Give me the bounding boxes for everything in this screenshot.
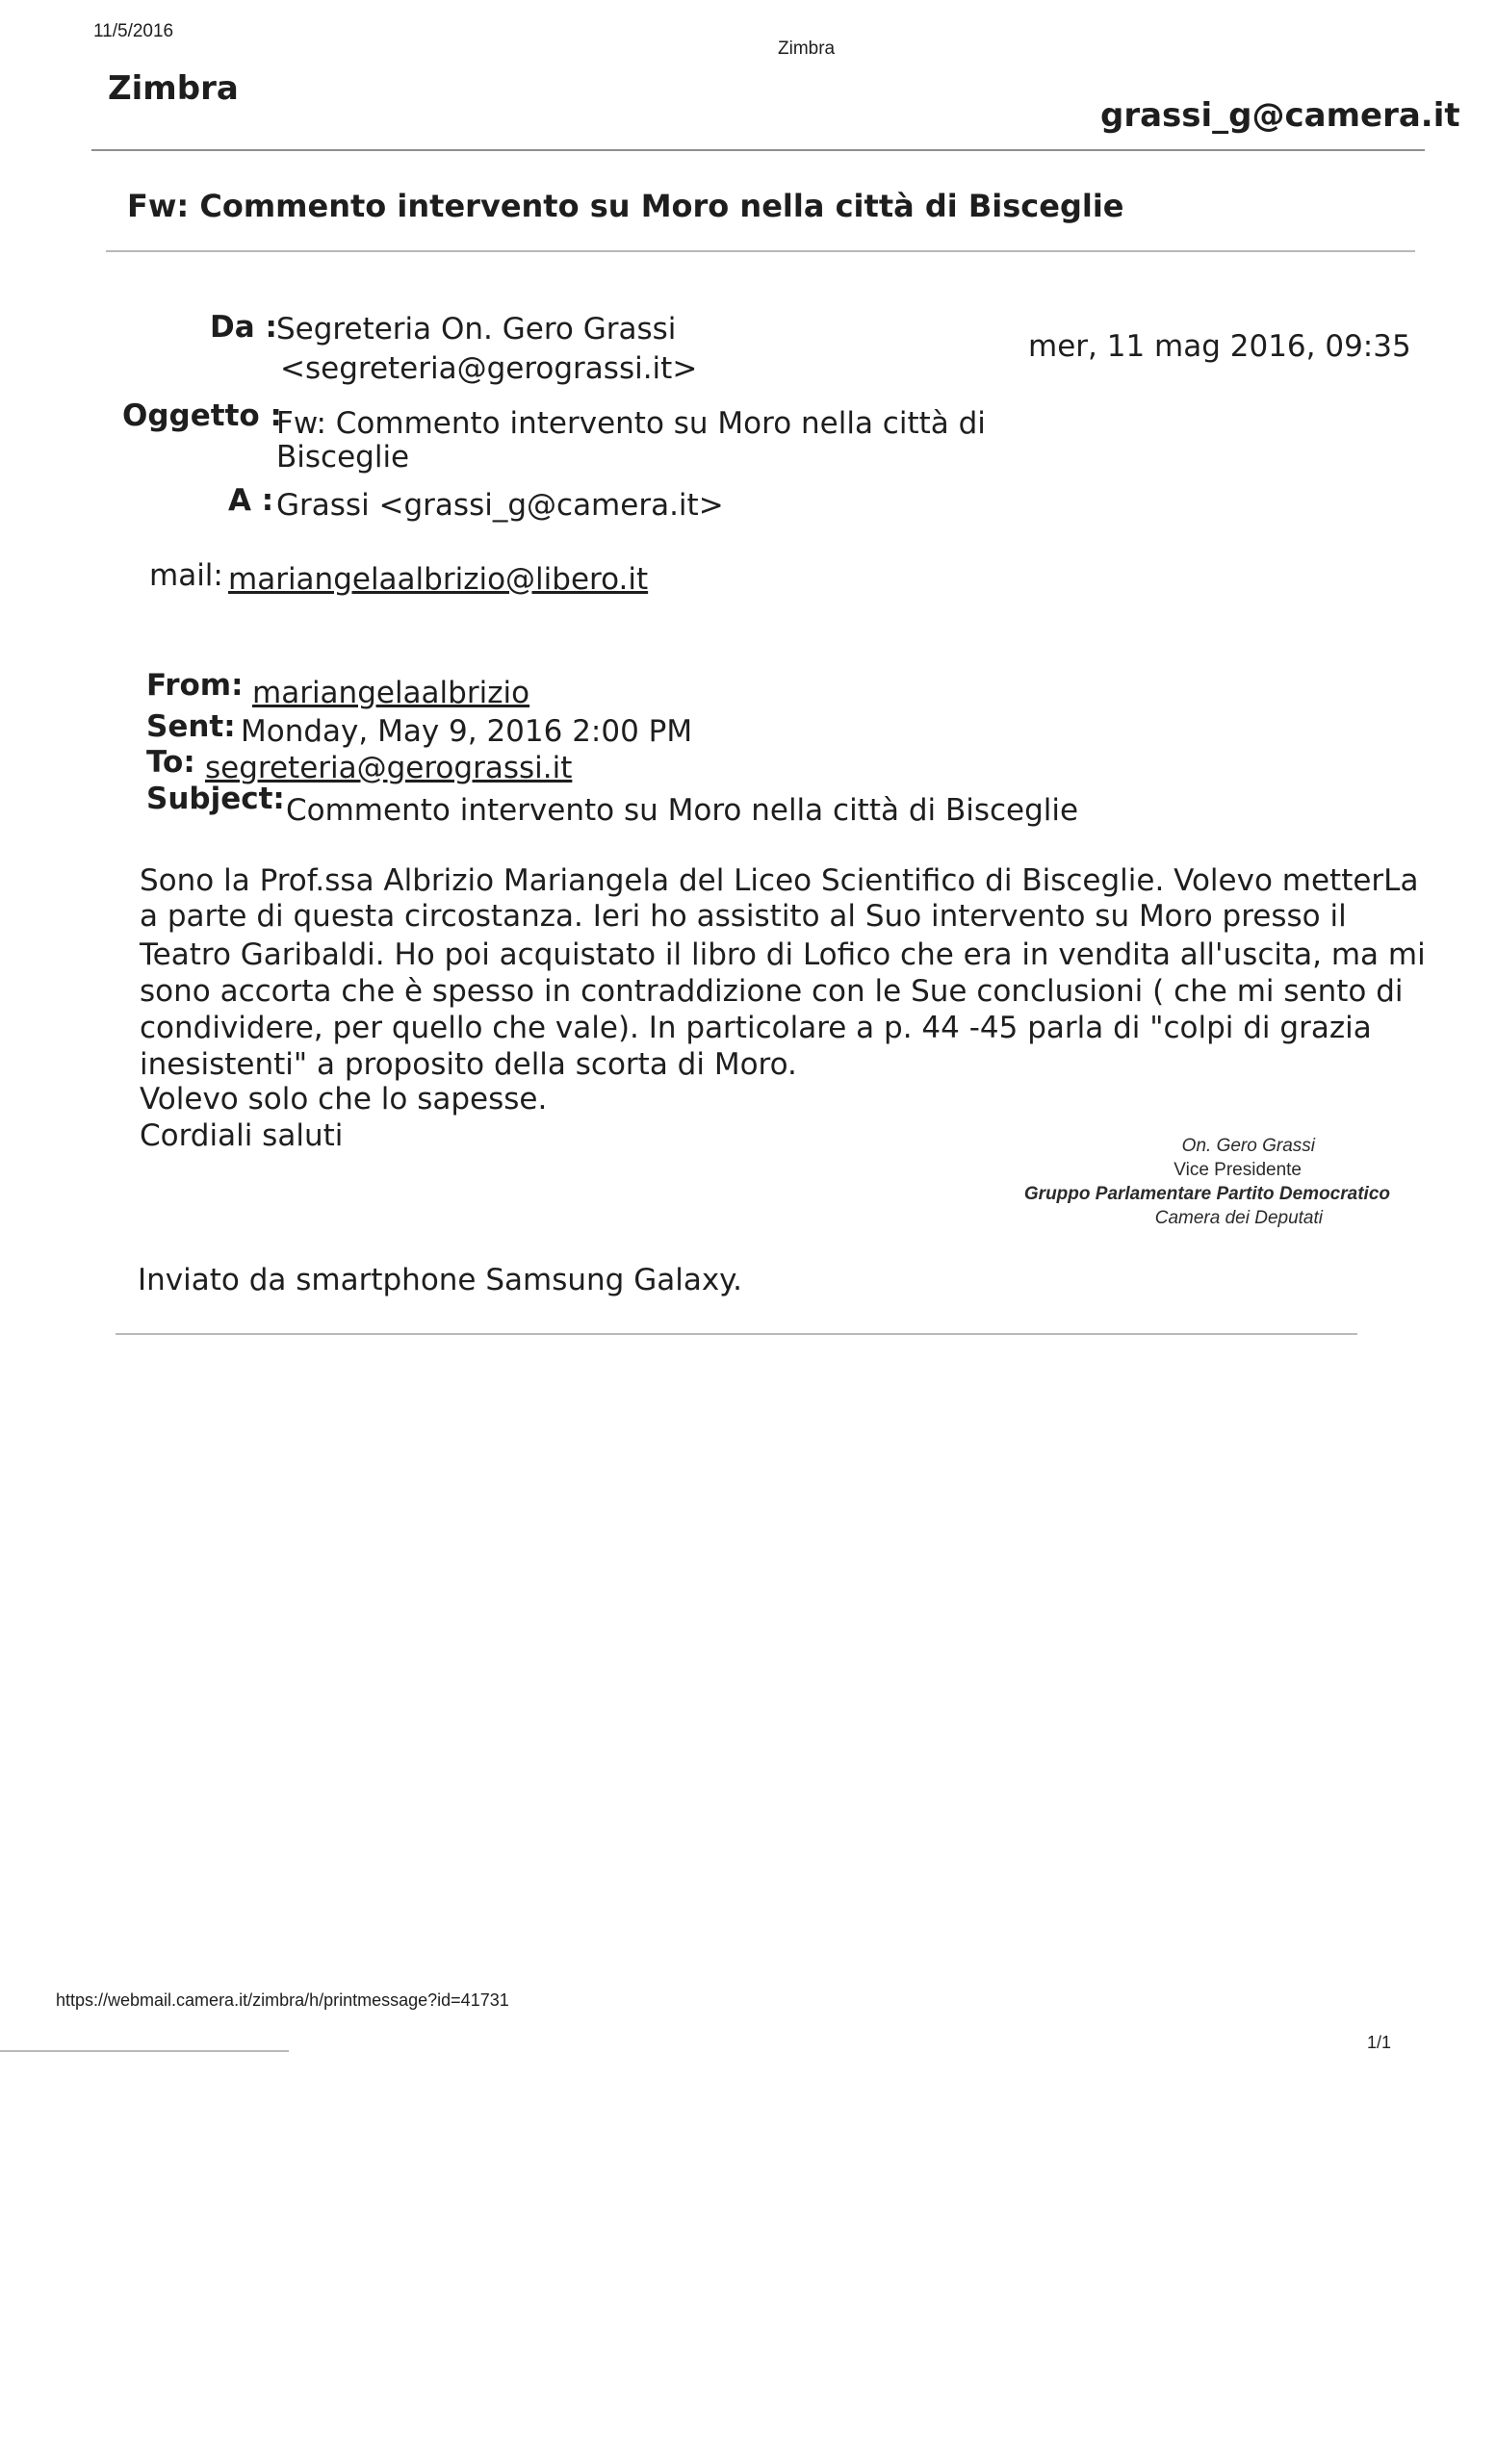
fwd-to-label: To: [146, 745, 195, 780]
body-line: Cordiali saluti [140, 1118, 344, 1153]
page-number: 1/1 [1367, 2033, 1392, 2052]
body-line: a parte di questa circostanza. Ieri ho assistito al Suo intervento su Moro presso il [140, 899, 1347, 934]
message-date: mer, 11 mag 2016, 09:35 [1028, 329, 1411, 364]
account-email: grassi_g@camera.it [1100, 96, 1460, 135]
stamp-chamber: Camera dei Deputati [1154, 1208, 1323, 1228]
body-line: Volevo solo che lo sapesse. [140, 1082, 548, 1116]
sent-from-note: Inviato da smartphone Samsung Galaxy. [138, 1263, 742, 1297]
from-address: <segreteria@gerograssi.it> [280, 351, 698, 386]
body-line: Sono la Prof.ssa Albrizio Mariangela del Liceo Scientifico di Bisceglie. Volevo metterLa [140, 863, 1419, 898]
stamp-name: On. Gero Grassi [1181, 1136, 1315, 1156]
print-app-title: Zimbra [778, 38, 836, 59]
subject-value: Fw: Commento intervento su Moro nella città di [276, 406, 986, 441]
fwd-sent-label: Sent: [146, 709, 236, 744]
fwd-subject-value: Commento intervento su Moro nella città di Bisceglie [286, 793, 1079, 828]
header-divider [91, 149, 1425, 151]
fwd-subject-label: Subject: [146, 782, 285, 816]
brand-title: Zimbra [108, 69, 239, 108]
from-label: Da : [210, 310, 277, 345]
print-url: https://webmail.camera.it/zimbra/h/printmessage?id=41731 [56, 1990, 509, 2010]
fwd-to-link[interactable]: segreteria@gerograssi.it [205, 751, 573, 785]
fwd-sent-value: Monday, May 9, 2016 2:00 PM [241, 714, 693, 749]
stamp-group: Gruppo Parlamentare Partito Democratico [1023, 1184, 1390, 1204]
mail-label: mail: [149, 558, 223, 593]
fwd-from-link[interactable]: mariangelaalbrizio [252, 676, 530, 710]
from-name: Segreteria On. Gero Grassi [276, 312, 677, 346]
fwd-from-label: From: [146, 668, 244, 703]
body-line: Teatro Garibaldi. Ho poi acquistato il libro di Lofico che era in vendita all'uscita, ma mi [140, 937, 1426, 972]
to-value: Grassi <grassi_g@camera.it> [276, 488, 724, 523]
body-line: inesistenti" a proposito della scorta di Moro. [140, 1047, 797, 1082]
subject-value-cont: Bisceglie [276, 440, 410, 475]
body-end-divider [116, 1333, 1357, 1335]
body-line: condividere, per quello che vale). In particolare a p. 44 -45 parla di "colpi di grazia [140, 1011, 1372, 1045]
message-subject: Fw: Commento intervento su Moro nella città di Bisceglie [127, 188, 1124, 224]
stamp-role: Vice Presidente [1174, 1160, 1302, 1180]
body-line: sono accorta che è spesso in contraddizione con le Sue conclusioni ( che mi sento di [140, 974, 1404, 1009]
to-label: A : [228, 483, 274, 518]
mail-link[interactable]: mariangelaalbrizio@libero.it [228, 562, 649, 597]
footer-divider [0, 2050, 289, 2052]
print-date: 11/5/2016 [93, 21, 174, 41]
subject-label: Oggetto : [122, 398, 282, 433]
subject-divider [106, 250, 1415, 252]
